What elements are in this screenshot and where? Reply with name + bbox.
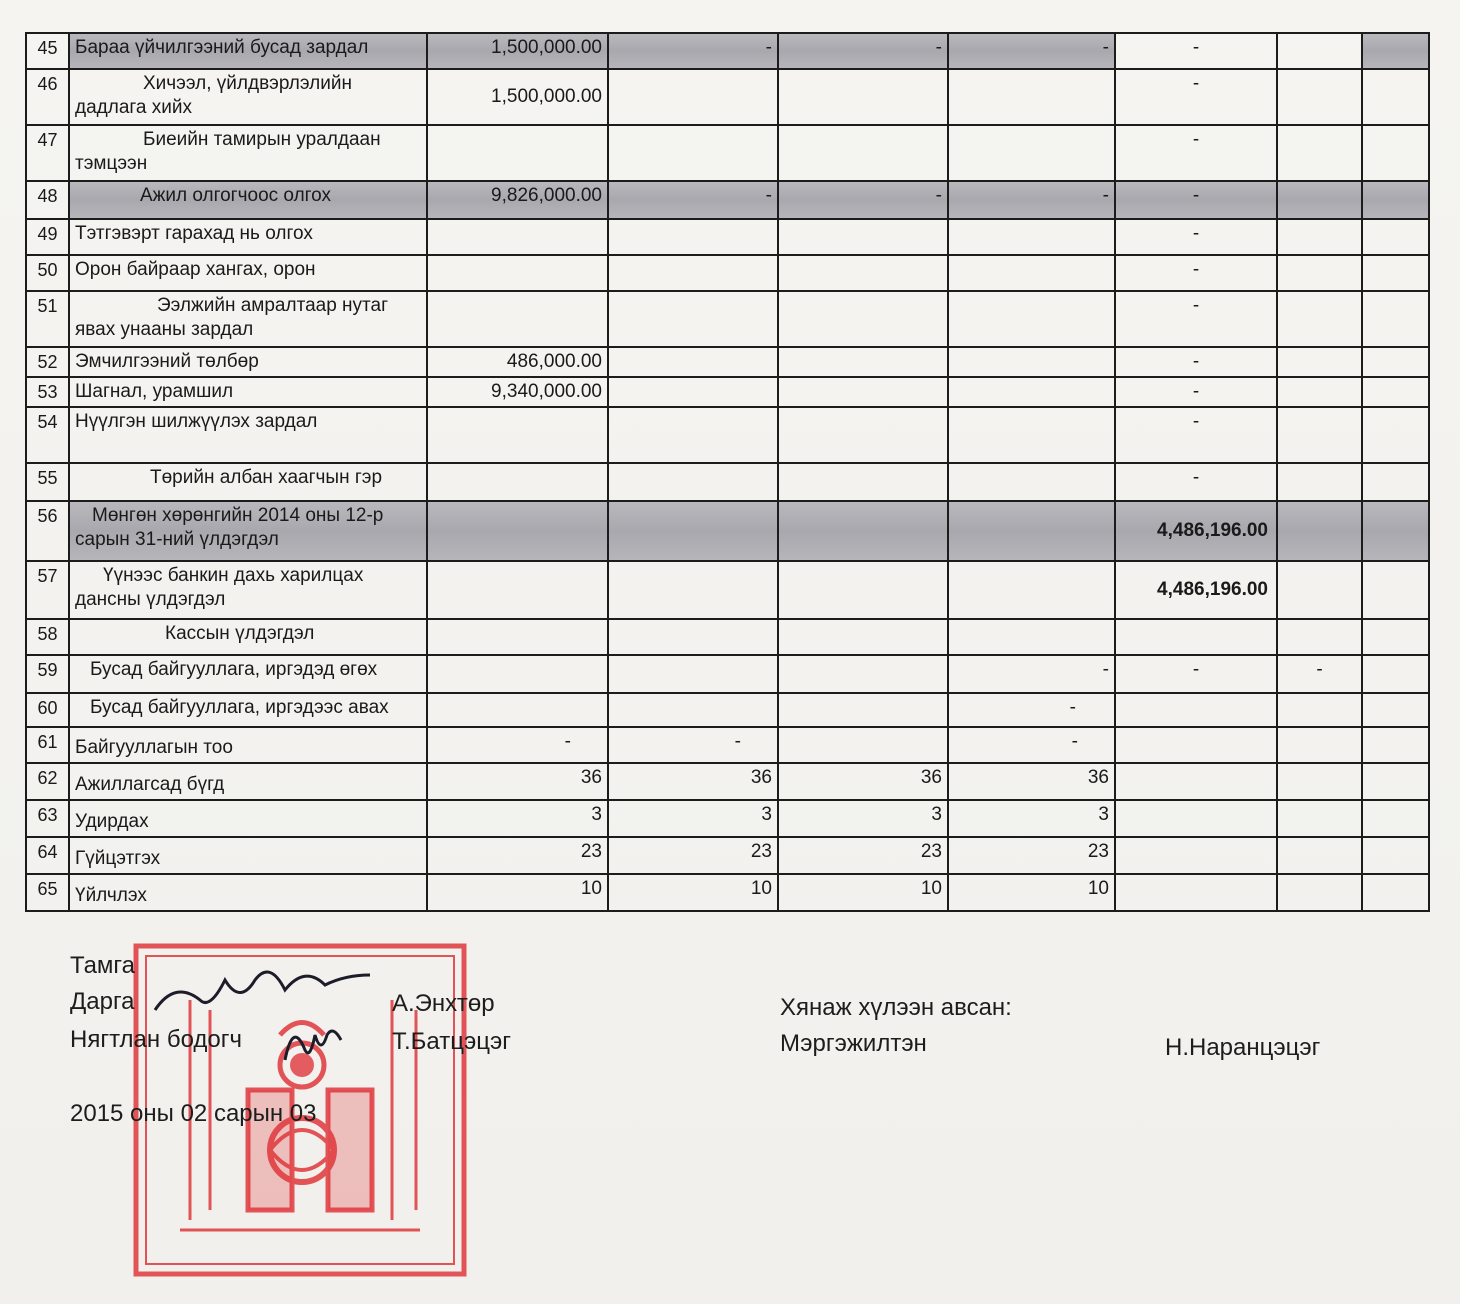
received-label: Хянаж хүлээн авсан:: [780, 994, 1012, 1021]
row-number: 55: [26, 463, 69, 501]
value-cell: [1277, 693, 1362, 727]
row-number: 61: [26, 727, 69, 763]
row-label: Кассын үлдэгдэл: [69, 619, 427, 655]
budget-table: [25, 32, 1430, 912]
value-cell: -: [948, 181, 1115, 219]
value-cell: [1115, 800, 1277, 837]
value-cell: [608, 501, 778, 561]
value-cell: [948, 347, 1115, 377]
stamp-label: Тамга: [70, 952, 136, 979]
value-cell: -: [1115, 463, 1277, 501]
value-cell: 10: [778, 874, 948, 911]
value-cell: [1362, 291, 1429, 347]
value-cell: -: [1115, 407, 1277, 463]
row-label: Орон байраар хангах, орон: [69, 255, 427, 291]
value-cell: [778, 291, 948, 347]
value-cell: [427, 501, 608, 561]
row-label: Гүйцэтгэх: [69, 837, 427, 874]
value-cell: [427, 291, 608, 347]
row-number: 59: [26, 655, 69, 693]
value-cell: [608, 561, 778, 619]
value-cell: [1362, 69, 1429, 125]
value-cell: [1277, 69, 1362, 125]
value-cell: [1362, 561, 1429, 619]
value-cell: [427, 125, 608, 181]
row-number: 52: [26, 347, 69, 377]
value-cell: -: [608, 727, 778, 763]
value-cell: [427, 463, 608, 501]
value-cell: -: [1115, 125, 1277, 181]
value-cell: [1277, 874, 1362, 911]
accountant-name: Т.Батцэцэг: [392, 1028, 511, 1055]
value-cell: -: [608, 181, 778, 219]
value-cell: [427, 219, 608, 255]
value-cell: [427, 693, 608, 727]
row-number: 60: [26, 693, 69, 727]
row-label: Тэтгэвэрт гарахад нь олгох: [69, 219, 427, 255]
value-cell: [1362, 874, 1429, 911]
row-number: 51: [26, 291, 69, 347]
value-cell: [608, 693, 778, 727]
accountant-signature-icon: [275, 1010, 350, 1070]
accountant-label: Нягтлан бодогч: [70, 1026, 242, 1053]
value-cell: [427, 407, 608, 463]
value-cell: [948, 463, 1115, 501]
value-cell: -: [1115, 181, 1277, 219]
value-cell: [1277, 561, 1362, 619]
table-row: [26, 255, 1429, 291]
value-cell: [608, 655, 778, 693]
table-row: [26, 727, 1429, 763]
row-label: Бусад байгууллага, иргэдэд өгөх: [69, 655, 427, 693]
row-number: 47: [26, 125, 69, 181]
value-cell: [948, 407, 1115, 463]
value-cell: [778, 219, 948, 255]
value-cell: [1362, 619, 1429, 655]
value-cell: [1277, 619, 1362, 655]
value-cell: [1277, 125, 1362, 181]
value-cell: 23: [778, 837, 948, 874]
value-cell: [608, 291, 778, 347]
value-cell: -: [1115, 255, 1277, 291]
value-cell: [778, 407, 948, 463]
table-row: [26, 874, 1429, 911]
table-row: [26, 837, 1429, 874]
value-cell: [778, 501, 948, 561]
value-cell: 23: [427, 837, 608, 874]
value-cell: [1115, 763, 1277, 800]
row-number: 50: [26, 255, 69, 291]
value-cell: -: [1115, 655, 1277, 693]
value-cell: -: [1277, 655, 1362, 693]
row-number: 62: [26, 763, 69, 800]
value-cell: 10: [427, 874, 608, 911]
value-cell: [778, 347, 948, 377]
table-row: [26, 561, 1429, 619]
value-cell: [1362, 181, 1429, 219]
row-label: Бусад байгууллага, иргэдээс авах: [69, 693, 427, 727]
value-cell: [1277, 800, 1362, 837]
table-row: [26, 800, 1429, 837]
value-cell: [1277, 347, 1362, 377]
value-cell: [778, 125, 948, 181]
value-cell: -: [948, 727, 1115, 763]
value-cell: [948, 619, 1115, 655]
value-cell: [1277, 463, 1362, 501]
value-cell: [427, 561, 608, 619]
table-row: [26, 619, 1429, 655]
row-label: Бараа үйчилгээний бусад зардал: [69, 33, 427, 69]
value-cell: [778, 255, 948, 291]
row-label: Ээлжийн амралтаар нутаг явах унааны зардал: [69, 291, 427, 347]
value-cell: [778, 619, 948, 655]
value-cell: [778, 463, 948, 501]
value-cell: [778, 655, 948, 693]
value-cell: 3: [608, 800, 778, 837]
value-cell: [1277, 837, 1362, 874]
value-cell: -: [1115, 347, 1277, 377]
value-cell: -: [1115, 219, 1277, 255]
value-cell: 36: [427, 763, 608, 800]
value-cell: 1,500,000.00: [427, 69, 608, 125]
value-cell: [1362, 125, 1429, 181]
table-row: [26, 655, 1429, 693]
table-row: [26, 501, 1429, 561]
value-cell: [1277, 407, 1362, 463]
value-cell: 4,486,196.00: [1115, 561, 1277, 619]
value-cell: [948, 125, 1115, 181]
value-cell: [1277, 727, 1362, 763]
value-cell: [1277, 181, 1362, 219]
row-label: Ажиллагсад бүгд: [69, 763, 427, 800]
value-cell: [778, 727, 948, 763]
row-label: Ажил олгогчоос олгох: [69, 181, 427, 219]
value-cell: [608, 125, 778, 181]
table-row: [26, 125, 1429, 181]
row-number: 58: [26, 619, 69, 655]
value-cell: [1115, 837, 1277, 874]
document-date: 2015 оны 02 сарын 03: [70, 1100, 317, 1127]
value-cell: 36: [608, 763, 778, 800]
value-cell: [1362, 655, 1429, 693]
row-number: 57: [26, 561, 69, 619]
value-cell: -: [1115, 69, 1277, 125]
value-cell: [427, 655, 608, 693]
value-cell: [948, 561, 1115, 619]
value-cell: 10: [608, 874, 778, 911]
director-label: Дарга: [70, 988, 135, 1015]
table-row: [26, 763, 1429, 800]
value-cell: [1362, 463, 1429, 501]
value-cell: 9,826,000.00: [427, 181, 608, 219]
value-cell: [1362, 501, 1429, 561]
row-label: Шагнал, урамшил: [69, 377, 427, 407]
value-cell: [778, 69, 948, 125]
row-label: Хичээл, үйлдвэрлэлийн дадлага хийх: [69, 69, 427, 125]
table-row: [26, 219, 1429, 255]
value-cell: 36: [778, 763, 948, 800]
value-cell: [427, 255, 608, 291]
value-cell: -: [778, 181, 948, 219]
value-cell: [1277, 291, 1362, 347]
value-cell: -: [778, 33, 948, 69]
value-cell: [1362, 219, 1429, 255]
specialist-name: Н.Наранцэцэг: [1165, 1034, 1321, 1061]
value-cell: [948, 69, 1115, 125]
value-cell: [1362, 407, 1429, 463]
table-row: [26, 407, 1429, 463]
table-row: [26, 347, 1429, 377]
row-number: 46: [26, 69, 69, 125]
value-cell: [1362, 377, 1429, 407]
value-cell: [1362, 693, 1429, 727]
table-row: [26, 693, 1429, 727]
table-row: [26, 463, 1429, 501]
row-number: 53: [26, 377, 69, 407]
value-cell: [778, 561, 948, 619]
value-cell: [948, 255, 1115, 291]
value-cell: [1362, 763, 1429, 800]
value-cell: [1115, 619, 1277, 655]
value-cell: [608, 407, 778, 463]
value-cell: [608, 377, 778, 407]
value-cell: [427, 619, 608, 655]
value-cell: [1362, 347, 1429, 377]
value-cell: [948, 219, 1115, 255]
value-cell: 1,500,000.00: [427, 33, 608, 69]
value-cell: 3: [778, 800, 948, 837]
row-number: 48: [26, 181, 69, 219]
table-row: [26, 291, 1429, 347]
value-cell: [608, 69, 778, 125]
value-cell: [608, 463, 778, 501]
value-cell: [1115, 727, 1277, 763]
value-cell: [778, 377, 948, 407]
value-cell: -: [608, 33, 778, 69]
value-cell: -: [948, 655, 1115, 693]
row-number: 64: [26, 837, 69, 874]
value-cell: -: [427, 727, 608, 763]
value-cell: -: [1115, 33, 1277, 69]
value-cell: 9,340,000.00: [427, 377, 608, 407]
row-label: Удирдах: [69, 800, 427, 837]
row-number: 65: [26, 874, 69, 911]
value-cell: [1362, 727, 1429, 763]
value-cell: [1277, 377, 1362, 407]
value-cell: [1277, 33, 1362, 69]
value-cell: 486,000.00: [427, 347, 608, 377]
value-cell: -: [948, 693, 1115, 727]
value-cell: [1277, 763, 1362, 800]
value-cell: [1115, 693, 1277, 727]
value-cell: [608, 347, 778, 377]
value-cell: [1362, 33, 1429, 69]
director-name: А.Энхтөр: [392, 990, 495, 1017]
value-cell: [948, 501, 1115, 561]
value-cell: [608, 619, 778, 655]
table-row: [26, 69, 1429, 125]
value-cell: -: [1115, 291, 1277, 347]
specialist-label: Мэргэжилтэн: [780, 1030, 927, 1057]
value-cell: [948, 377, 1115, 407]
row-label: Биеийн тамирын уралдаан тэмцээн: [69, 125, 427, 181]
table-row: [26, 377, 1429, 407]
value-cell: [1115, 874, 1277, 911]
value-cell: [1277, 219, 1362, 255]
row-number: 49: [26, 219, 69, 255]
value-cell: [1277, 255, 1362, 291]
value-cell: [608, 219, 778, 255]
value-cell: 10: [948, 874, 1115, 911]
value-cell: [1362, 800, 1429, 837]
row-label: Төрийн албан хаагчын гэр: [69, 463, 427, 501]
value-cell: [1362, 837, 1429, 874]
table-row: [26, 33, 1429, 69]
value-cell: 3: [427, 800, 608, 837]
row-label: Байгууллагын тоо: [69, 727, 427, 763]
value-cell: [608, 255, 778, 291]
row-label: Нүүлгэн шилжүүлэх зардал: [69, 407, 427, 463]
value-cell: [1362, 255, 1429, 291]
table-row: [26, 181, 1429, 219]
value-cell: [948, 291, 1115, 347]
row-label: Эмчилгээний төлбөр: [69, 347, 427, 377]
value-cell: 23: [608, 837, 778, 874]
row-number: 54: [26, 407, 69, 463]
value-cell: -: [948, 33, 1115, 69]
row-number: 63: [26, 800, 69, 837]
value-cell: [778, 693, 948, 727]
value-cell: [1277, 501, 1362, 561]
value-cell: 3: [948, 800, 1115, 837]
value-cell: -: [1115, 377, 1277, 407]
value-cell: 4,486,196.00: [1115, 501, 1277, 561]
row-label: Үйлчлэх: [69, 874, 427, 911]
row-number: 45: [26, 33, 69, 69]
row-label: Мөнгөн хөрөнгийн 2014 оны 12-р сарын 31-ний үлдэгдэл: [69, 501, 427, 561]
row-number: 56: [26, 501, 69, 561]
row-label: Үүнээс банкин дахь харилцах дансны үлдэгдэл: [69, 561, 427, 619]
value-cell: 23: [948, 837, 1115, 874]
value-cell: 36: [948, 763, 1115, 800]
